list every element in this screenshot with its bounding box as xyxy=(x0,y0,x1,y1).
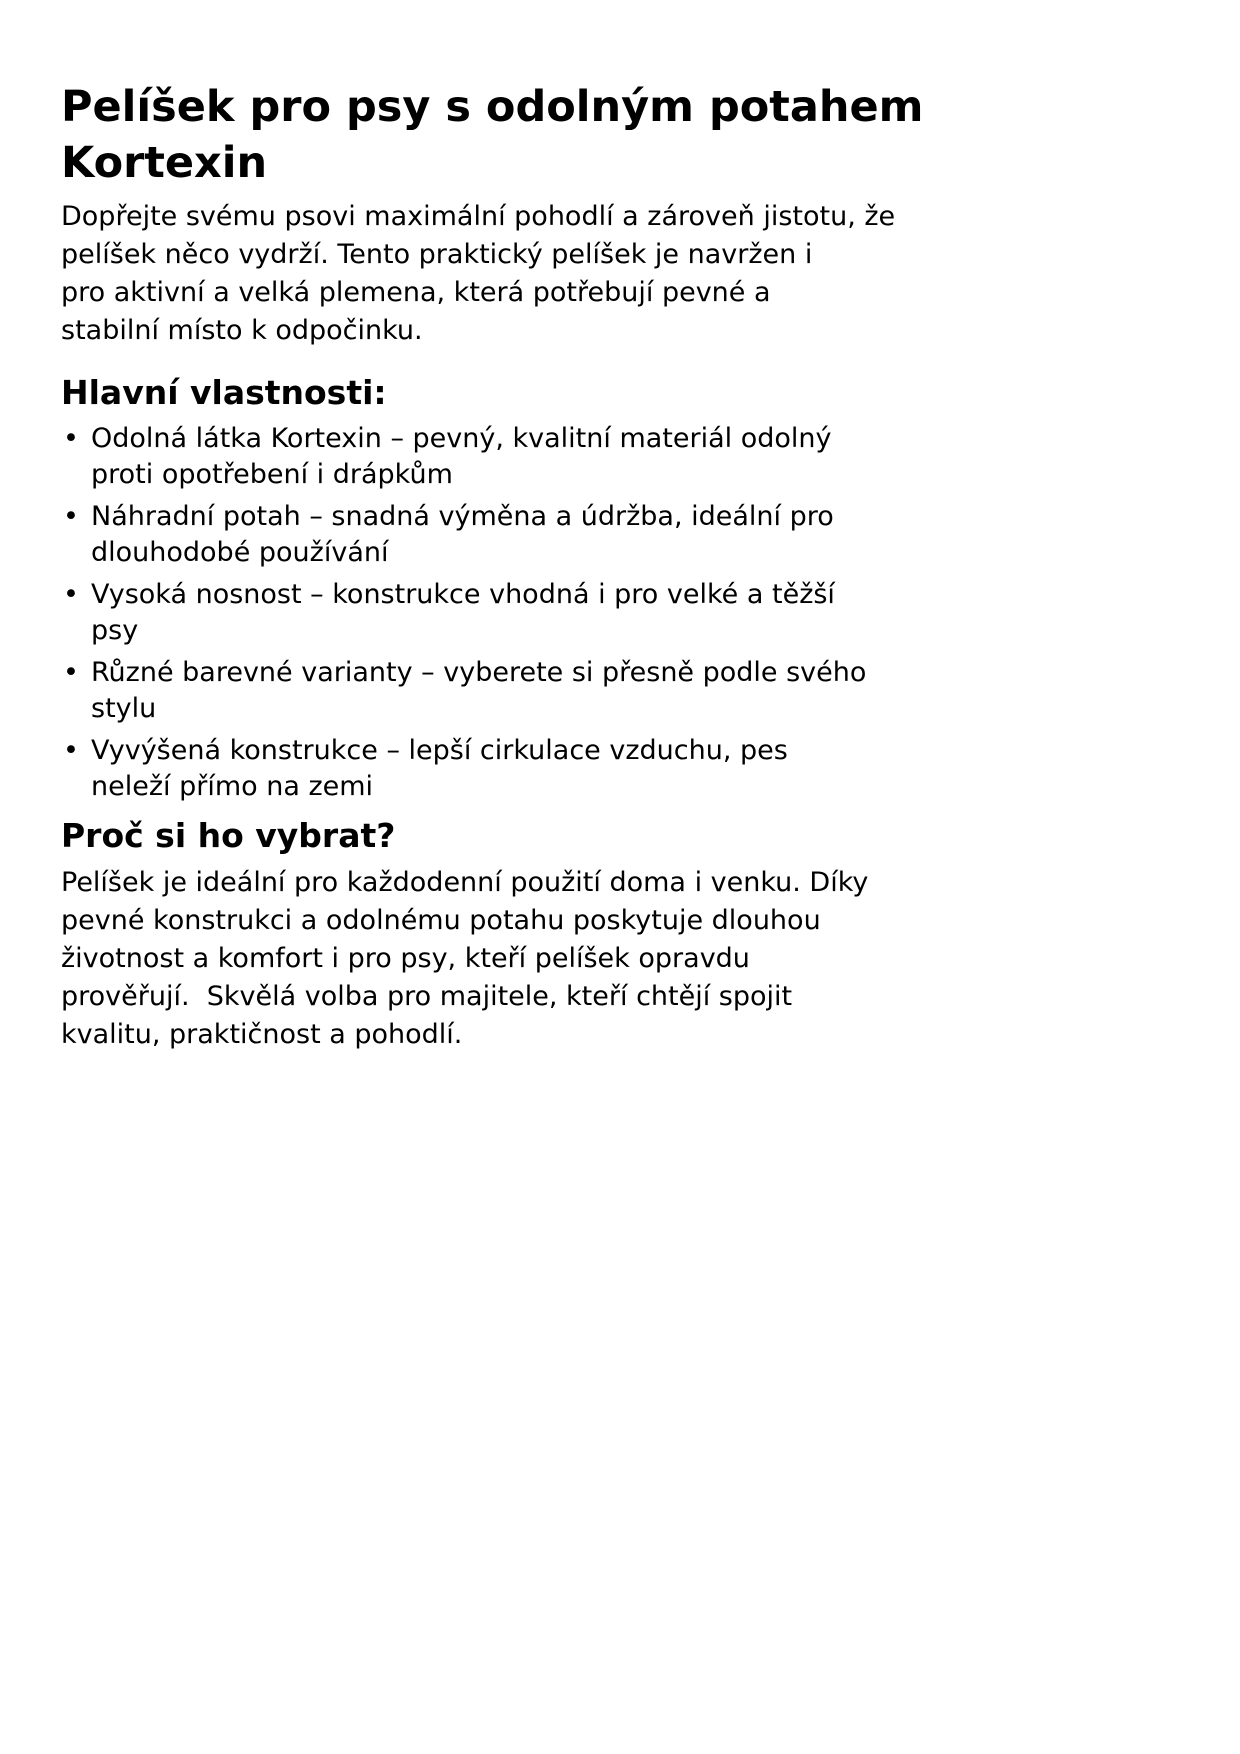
text-line: Vysoká nosnost – konstrukce vhodná i pro velké a těžší xyxy=(91,579,835,610)
text-line: proti opotřebení i drápkům xyxy=(91,459,453,490)
bullet-icon: • xyxy=(63,657,79,688)
title-line: Pelíšek pro psy s odolným potahem xyxy=(61,82,924,132)
why-heading: Proč si ho vybrat? xyxy=(61,816,396,855)
text-line: kvalitu, praktičnost a pohodlí. xyxy=(61,1019,463,1050)
page-title xyxy=(61,79,1061,191)
intro-paragraph xyxy=(61,198,1061,350)
text-line: neleží přímo na zemi xyxy=(91,771,374,802)
text-line: Pelíšek je ideální pro každodenní použití doma i venku. Díky xyxy=(61,867,869,898)
text-line: dlouhodobé používání xyxy=(91,537,389,568)
text-line: stabilní místo k odpočinku. xyxy=(61,315,423,346)
text-line: stylu xyxy=(91,693,157,724)
bullet-icon: • xyxy=(63,423,79,454)
list-item xyxy=(61,655,1061,727)
bullet-icon: • xyxy=(63,735,79,766)
text-line: pevné konstrukci a odolnému potahu poskytuje dlouhou xyxy=(61,905,821,936)
features-heading: Hlavní vlastnosti: xyxy=(61,373,387,412)
text-line: pro aktivní a velká plemena, která potřebují pevné a xyxy=(61,277,771,308)
text-line: Náhradní potah – snadná výměna a údržba, ideální pro xyxy=(91,501,834,532)
features-list xyxy=(61,421,1061,805)
title-line: Kortexin xyxy=(61,138,268,188)
text-line: Odolná látka Kortexin – pevný, kvalitní materiál odolný xyxy=(91,423,832,454)
text-line: životnost a komfort i pro psy, kteří pelíšek opravdu xyxy=(61,943,750,974)
why-paragraph xyxy=(61,864,1061,1054)
text-line: Různé barevné varianty – vyberete si přesně podle svého xyxy=(91,657,867,688)
bullet-icon: • xyxy=(63,579,79,610)
text-line: Dopřejte svému psovi maximální pohodlí a zároveň jistotu, že xyxy=(61,201,896,232)
text-line: Vyvýšená konstrukce – lepší cirkulace vzduchu, pes xyxy=(91,735,788,766)
text-line: psy xyxy=(91,615,139,646)
list-item xyxy=(61,733,1061,805)
list-item xyxy=(61,577,1061,649)
document xyxy=(61,79,1061,1054)
list-item xyxy=(61,499,1061,571)
text-line: prověřují. Skvělá volba pro majitele, kteří chtějí spojit xyxy=(61,981,793,1012)
text-line: pelíšek něco vydrží. Tento praktický pelíšek je navržen i xyxy=(61,239,813,270)
list-item xyxy=(61,421,1061,493)
bullet-icon: • xyxy=(63,501,79,532)
